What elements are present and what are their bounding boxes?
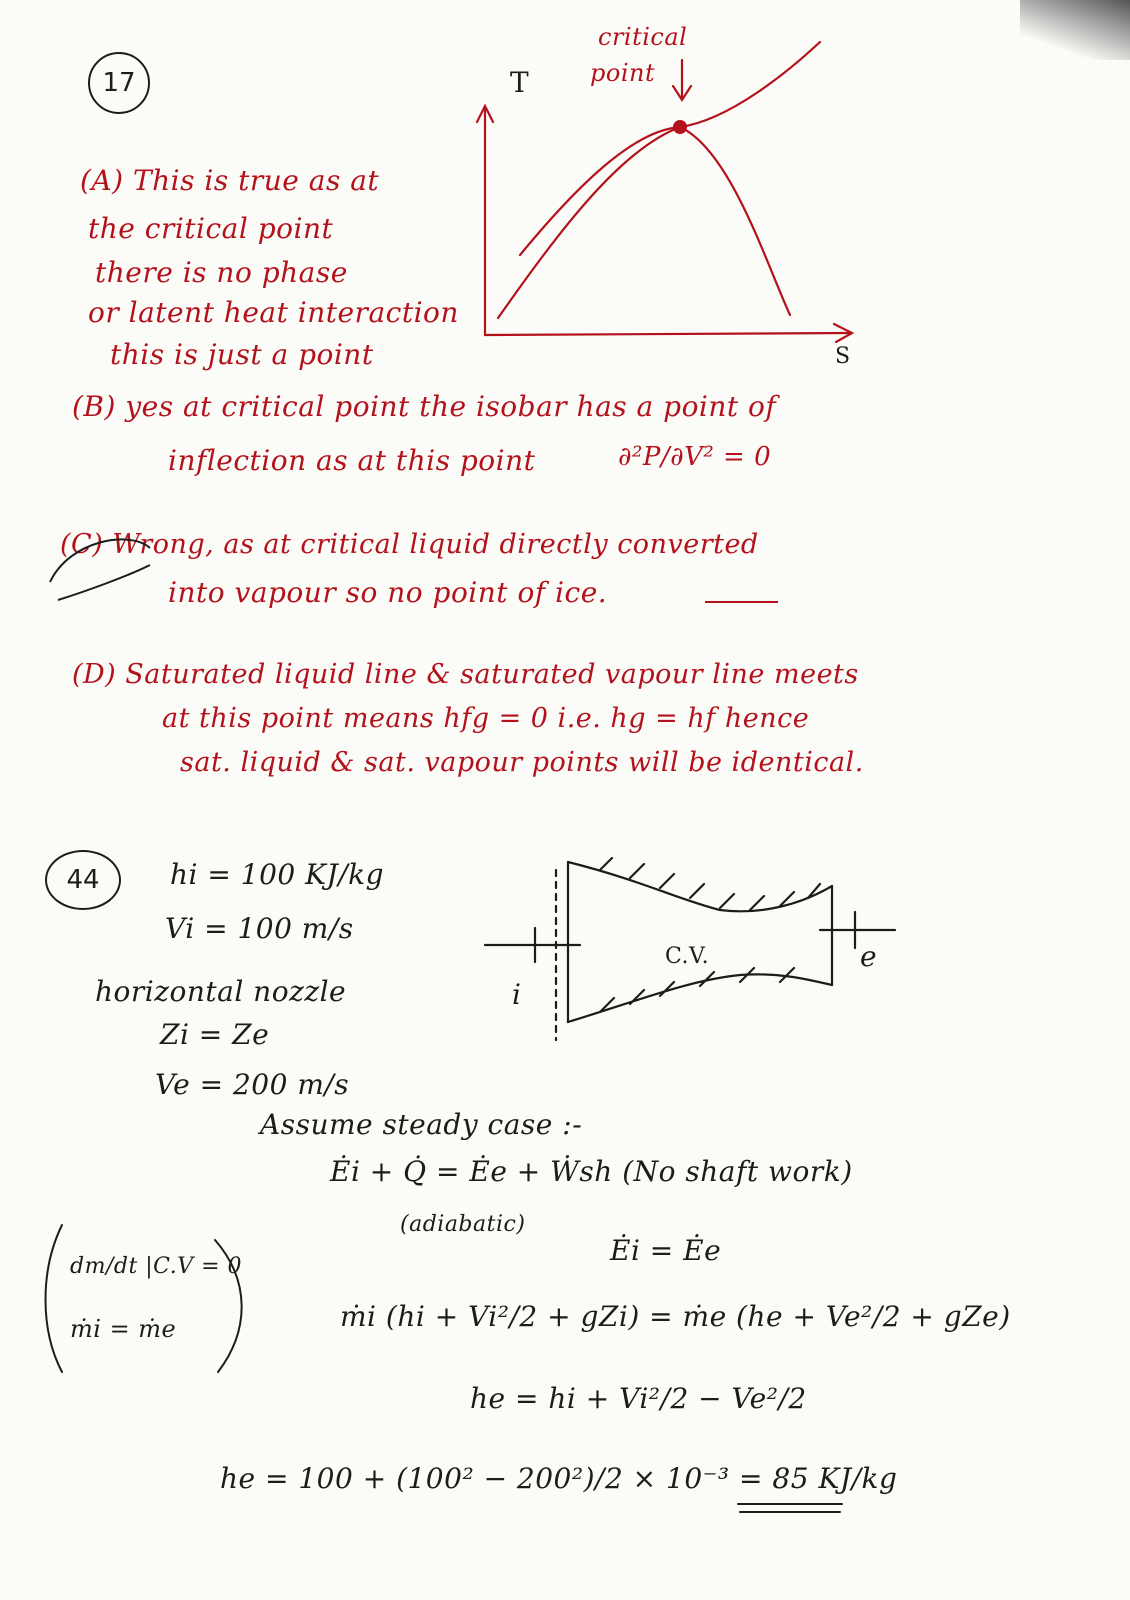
answer-b-line-2: inflection as at this point bbox=[168, 444, 536, 477]
step-energy-equal: Ėi = Ėe bbox=[610, 1234, 722, 1267]
answer-a-line-2: the critical point bbox=[88, 212, 334, 245]
step-expanded-balance: ṁi (hi + Vi²/2 + gZi) = ṁe (he + Ve²/2 + gZe) bbox=[340, 1300, 1011, 1333]
answer-d-line-2: at this point means hfg = 0 i.e. hg = hf hence bbox=[162, 703, 810, 734]
t-axis-label: T bbox=[510, 66, 530, 99]
side-note-dmdt: dm/dt |C.V = 0 bbox=[70, 1254, 243, 1279]
side-note-left-paren bbox=[46, 1225, 63, 1372]
step-he-result: he = 100 + (100² − 200²)/2 × 10⁻³ = 85 KJ/kg bbox=[220, 1462, 898, 1495]
question-number-44: 44 bbox=[45, 850, 121, 910]
exit-label: e bbox=[860, 940, 878, 973]
question-number-17: 17 bbox=[88, 52, 150, 114]
answer-c-line-1: (C) Wrong, as at critical liquid directly converted bbox=[60, 529, 759, 560]
answer-b-line-1: (B) yes at critical point the isobar has a point of bbox=[72, 390, 777, 423]
control-volume-label: C.V. bbox=[665, 944, 710, 969]
s-axis-label: S bbox=[835, 344, 851, 369]
inlet-label: i bbox=[512, 978, 522, 1011]
answer-b-equation: ∂²P/∂V² = 0 bbox=[618, 442, 772, 472]
answer-a-line-5: this is just a point bbox=[110, 338, 374, 371]
given-horizontal-nozzle: horizontal nozzle bbox=[95, 975, 347, 1008]
given-hi: hi = 100 KJ/kg bbox=[170, 858, 385, 891]
step-assume-steady: Assume steady case :- bbox=[260, 1108, 583, 1141]
answer-a-line-1: (A) This is true as at bbox=[80, 164, 380, 197]
step-adiabatic-note: (adiabatic) bbox=[400, 1212, 526, 1237]
side-note-mass-balance: ṁi = ṁe bbox=[70, 1315, 177, 1343]
answer-d-line-1: (D) Saturated liquid line & saturated vapour line meets bbox=[72, 659, 859, 690]
given-z: Zi = Ze bbox=[160, 1018, 270, 1051]
step-energy-balance: Ėi + Q̇ = Ėe + Ẇsh (No shaft work) bbox=[330, 1155, 853, 1188]
result-double-underline bbox=[738, 1504, 842, 1512]
point-label: point bbox=[590, 59, 656, 87]
answer-a-line-4: or latent heat interaction bbox=[88, 296, 459, 329]
given-vi: Vi = 100 m/s bbox=[165, 912, 354, 945]
step-he-formula: he = hi + Vi²/2 − Ve²/2 bbox=[470, 1382, 807, 1415]
given-ve: Ve = 200 m/s bbox=[155, 1068, 350, 1101]
answer-d-line-3: sat. liquid & sat. vapour points will be identical. bbox=[180, 747, 864, 778]
critical-label: critical bbox=[598, 23, 688, 51]
answer-a-line-3: there is no phase bbox=[95, 256, 348, 289]
answer-c-line-2: into vapour so no point of ice. bbox=[168, 576, 608, 609]
